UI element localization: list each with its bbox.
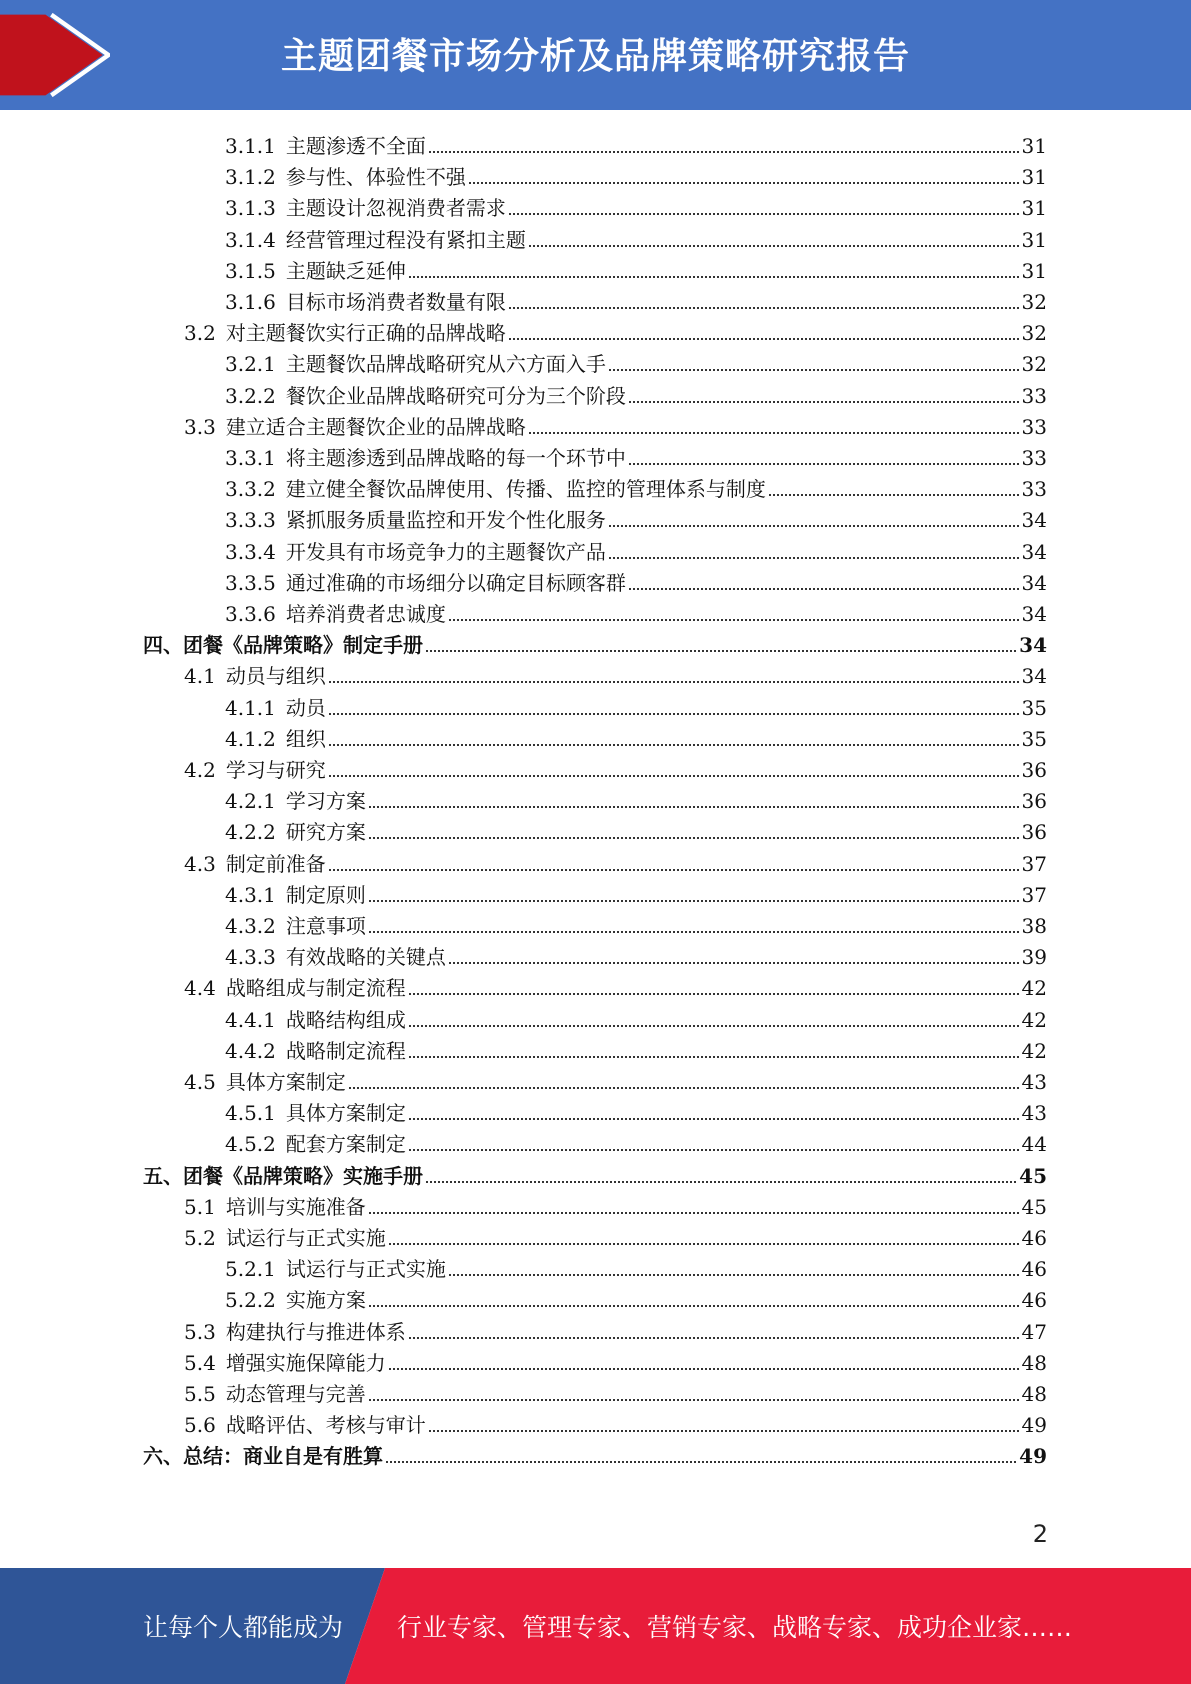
toc-entry-page: 36	[1021, 789, 1047, 814]
toc-dot-leader	[409, 992, 1019, 995]
toc-dot-leader	[369, 1211, 1019, 1214]
toc-entry[interactable]	[225, 877, 1047, 908]
toc-entry-number: 4.3.3	[225, 945, 276, 970]
toc-entry-page: 31	[1021, 134, 1047, 158]
toc-entry[interactable]	[225, 1126, 1047, 1157]
toc-entry-number: 3.2.2	[225, 383, 276, 408]
toc-entry-title: 建立健全餐饮品牌使用、传播、监控的管理体系与制度	[285, 477, 766, 502]
toc-entry[interactable]	[225, 1095, 1047, 1126]
toc-entry-title: 制定原则	[285, 882, 366, 907]
toc-entry-title: 制定前准备	[225, 851, 326, 876]
toc-entry-page: 32	[1021, 321, 1047, 346]
toc-dot-leader	[369, 899, 1019, 902]
toc-entry[interactable]	[225, 690, 1047, 721]
toc-entry-number: 3.1.1	[225, 134, 276, 158]
toc-entry-number: 4.3.2	[225, 914, 276, 938]
toc-entry-title: 经营管理过程没有紧扣主题	[285, 227, 526, 252]
toc-dot-leader	[629, 400, 1019, 403]
page-footer	[0, 1568, 1191, 1684]
toc-dot-leader	[369, 805, 1019, 808]
toc-entry-page: 34	[1021, 539, 1047, 564]
toc-entry-number: 4.2.2	[225, 820, 276, 845]
toc-entry-number: 5.2	[184, 1226, 216, 1250]
toc-entry-title: 学习方案	[285, 789, 366, 814]
toc-entry[interactable]	[184, 1314, 1047, 1345]
toc-entry-number: 4.3.1	[225, 882, 276, 907]
toc-entry-title: 主题渗透不全面	[285, 134, 426, 158]
toc-dot-leader	[349, 1086, 1019, 1089]
toc-dot-leader	[389, 1367, 1019, 1370]
toc-chapter-entry[interactable]	[143, 1158, 1047, 1189]
toc-entry-page: 32	[1021, 290, 1047, 314]
toc-entry[interactable]	[225, 284, 1047, 315]
toc-entry-number: 4.4.2	[225, 1038, 276, 1063]
toc-entry-title: 餐饮企业品牌战略研究可分为三个阶段	[285, 383, 626, 408]
toc-entry-number: 3.3.6	[225, 602, 276, 626]
toc-dot-leader	[609, 524, 1019, 527]
toc-entry-page: 43	[1021, 1101, 1047, 1126]
toc-entry[interactable]	[225, 253, 1047, 284]
toc-entry[interactable]	[225, 814, 1047, 845]
toc-dot-leader	[429, 150, 1019, 153]
toc-dot-leader	[409, 1117, 1019, 1120]
toc-entry-title: 具体方案制定	[225, 1070, 346, 1094]
toc-entry-page: 32	[1021, 352, 1047, 377]
toc-entry-title: 动员	[285, 695, 326, 720]
toc-dot-leader	[629, 462, 1019, 465]
toc-entry[interactable]	[225, 596, 1047, 627]
toc-entry[interactable]	[225, 721, 1047, 752]
toc-entry-title: 组织	[285, 726, 326, 751]
toc-entry[interactable]	[225, 908, 1047, 939]
toc-entry-page: 34	[1021, 602, 1047, 626]
toc-dot-leader	[386, 1460, 1016, 1463]
toc-entry[interactable]	[184, 658, 1047, 689]
toc-entry[interactable]	[184, 752, 1047, 783]
toc-entry-page: 49	[1021, 1413, 1047, 1438]
toc-dot-leader	[409, 275, 1019, 278]
toc-entry-page: 39	[1021, 945, 1047, 970]
toc-entry-page: 45	[1021, 1194, 1047, 1219]
toc-entry-page: 46	[1021, 1288, 1047, 1313]
toc-entry-title: 通过准确的市场细分以确定目标顾客群	[285, 570, 626, 595]
toc-entry-page: 47	[1021, 1319, 1047, 1344]
toc-entry-number: 3.2.1	[225, 352, 276, 377]
document-title: 主题团餐市场分析及品牌策略研究报告	[280, 36, 910, 77]
toc-entry[interactable]	[225, 939, 1047, 970]
toc-entry-number: 3.1.6	[225, 290, 276, 314]
toc-entry-page: 37	[1021, 882, 1047, 907]
toc-dot-leader	[529, 431, 1019, 434]
toc-entry-page: 37	[1021, 851, 1047, 876]
toc-entry-title: 动员与组织	[225, 664, 326, 689]
page-number: 2	[1032, 1520, 1048, 1548]
toc-entry[interactable]	[225, 440, 1047, 471]
toc-dot-leader	[629, 587, 1019, 590]
toc-entry-title: 对主题餐饮实行正确的品牌战略	[225, 321, 506, 346]
toc-entry[interactable]	[225, 783, 1047, 814]
toc-dot-leader	[369, 930, 1019, 933]
toc-entry-page: 33	[1021, 383, 1047, 408]
toc-dot-leader	[769, 493, 1019, 496]
toc-entry-title: 四、团餐《品牌策略》制定手册	[143, 633, 423, 658]
toc-entry-page: 42	[1021, 1038, 1047, 1063]
toc-entry-title: 战略制定流程	[285, 1038, 406, 1063]
toc-entry-title: 构建执行与推进体系	[225, 1319, 406, 1344]
toc-entry-page: 35	[1021, 695, 1047, 720]
toc-entry-title: 战略评估、考核与审计	[225, 1413, 426, 1438]
toc-entry-page: 38	[1021, 914, 1047, 938]
toc-dot-leader	[369, 1398, 1019, 1401]
page-header	[0, 0, 1191, 110]
toc-entry-page: 33	[1021, 477, 1047, 502]
toc-entry[interactable]	[184, 1407, 1047, 1438]
toc-entry-page: 34	[1019, 633, 1047, 658]
toc-dot-leader	[369, 1304, 1019, 1307]
toc-dot-leader	[409, 1148, 1019, 1151]
toc-entry[interactable]	[225, 534, 1047, 565]
toc-entry-number: 4.1.2	[225, 726, 276, 751]
toc-entry[interactable]	[184, 1345, 1047, 1376]
toc-dot-leader	[609, 368, 1019, 371]
toc-entry-page: 46	[1021, 1257, 1047, 1282]
toc-entry-title: 注意事项	[285, 914, 366, 938]
toc-entry-number: 4.4.1	[225, 1007, 276, 1032]
toc-entry-title: 目标市场消费者数量有限	[285, 290, 506, 314]
toc-entry-title: 参与性、体验性不强	[285, 165, 466, 190]
toc-entry[interactable]	[184, 1189, 1047, 1220]
footer-slogan-left: 让每个人都能成为	[143, 1613, 344, 1642]
toc-entry-number: 4.1.1	[225, 695, 276, 720]
toc-entry-page: 36	[1021, 758, 1047, 782]
toc-entry-number: 5.1	[184, 1194, 216, 1219]
toc-entry-number: 3.3.5	[225, 570, 276, 595]
toc-dot-leader	[329, 868, 1019, 871]
toc-entry[interactable]	[184, 970, 1047, 1001]
toc-entry-page: 35	[1021, 726, 1047, 751]
toc-dot-leader	[329, 680, 1019, 683]
toc-entry-title: 开发具有市场竞争力的主题餐饮产品	[285, 539, 606, 564]
toc-entry-number: 3.3.4	[225, 539, 276, 564]
toc-entry-title: 学习与研究	[225, 758, 326, 782]
toc-entry-number: 3.3.2	[225, 477, 276, 502]
toc-dot-leader	[509, 306, 1019, 309]
toc-entry-number: 5.4	[184, 1350, 216, 1375]
toc-entry-number: 3.1.5	[225, 258, 276, 283]
toc-entry-number: 4.1	[184, 664, 216, 689]
toc-entry-page: 31	[1021, 258, 1047, 283]
toc-entry-title: 培养消费者忠诚度	[285, 602, 446, 626]
toc-entry-title: 研究方案	[285, 820, 366, 845]
toc-entry-page: 34	[1021, 664, 1047, 689]
toc-entry[interactable]	[225, 1282, 1047, 1313]
toc-entry-title: 具体方案制定	[285, 1101, 406, 1126]
toc-dot-leader	[329, 712, 1019, 715]
toc-dot-leader	[369, 836, 1019, 839]
toc-entry[interactable]	[225, 1251, 1047, 1282]
toc-entry-title: 试运行与正式实施	[285, 1257, 446, 1282]
toc-entry-title: 动态管理与完善	[225, 1382, 366, 1406]
toc-entry-number: 3.1.3	[225, 196, 276, 221]
toc-entry-number: 5.3	[184, 1319, 216, 1344]
toc-entry-number: 4.2	[184, 758, 216, 782]
toc-entry[interactable]	[184, 1376, 1047, 1407]
toc-entry-title: 配套方案制定	[285, 1132, 406, 1157]
toc-entry-page: 48	[1021, 1382, 1047, 1406]
toc-entry-title: 有效战略的关键点	[285, 945, 446, 970]
toc-dot-leader	[449, 618, 1019, 621]
toc-entry-page: 42	[1021, 976, 1047, 1001]
toc-dot-leader	[469, 181, 1019, 184]
toc-entry-number: 5.2.1	[225, 1257, 276, 1282]
toc-entry-page: 33	[1021, 414, 1047, 439]
toc-chapter-entry[interactable]	[143, 627, 1047, 658]
toc-entry-page: 31	[1021, 227, 1047, 252]
toc-entry-number: 4.2.1	[225, 789, 276, 814]
toc-entry[interactable]	[184, 1220, 1047, 1251]
toc-entry-number: 3.3	[184, 414, 216, 439]
toc-entry[interactable]	[225, 471, 1047, 502]
toc-entry-number: 3.1.4	[225, 227, 276, 252]
toc-dot-leader	[449, 961, 1019, 964]
toc-entry[interactable]	[225, 502, 1047, 533]
toc-entry-number: 4.5.1	[225, 1101, 276, 1126]
toc-entry-number: 4.5.2	[225, 1132, 276, 1157]
toc-entry-page: 33	[1021, 446, 1047, 470]
toc-entry-page: 49	[1019, 1444, 1047, 1469]
toc-entry-number: 4.3	[184, 851, 216, 876]
toc-entry-page: 44	[1021, 1132, 1047, 1157]
toc-entry-page: 31	[1021, 165, 1047, 190]
toc-entry-number: 3.3.1	[225, 446, 276, 470]
toc-dot-leader	[329, 743, 1019, 746]
toc-entry[interactable]	[225, 1002, 1047, 1033]
footer-slogan-right: 行业专家、管理专家、营销专家、战略专家、成功企业家……	[397, 1613, 1073, 1642]
toc-entry-number: 4.5	[184, 1070, 216, 1094]
toc-dot-leader	[409, 1024, 1019, 1027]
toc-entry-title: 增强实施保障能力	[225, 1350, 386, 1375]
toc-dot-leader	[409, 1336, 1019, 1339]
toc-dot-leader	[329, 774, 1019, 777]
toc-entry[interactable]	[225, 346, 1047, 377]
toc-entry-title: 建立适合主题餐饮企业的品牌战略	[225, 414, 526, 439]
toc-dot-leader	[389, 1242, 1019, 1245]
toc-entry-number: 3.2	[184, 321, 216, 346]
toc-entry-number: 5.5	[184, 1382, 216, 1406]
toc-dot-leader	[509, 337, 1019, 340]
toc-entry-title: 主题餐饮品牌战略研究从六方面入手	[285, 352, 606, 377]
toc-entry-title: 六、总结：商业自是有胜算	[143, 1444, 383, 1469]
toc-dot-leader	[509, 212, 1019, 215]
toc-entry[interactable]	[225, 190, 1047, 221]
toc-entry[interactable]	[184, 315, 1047, 346]
toc-entry-title: 五、团餐《品牌策略》实施手册	[143, 1163, 423, 1188]
toc-dot-leader	[409, 1055, 1019, 1058]
toc-entry-page: 34	[1021, 508, 1047, 533]
toc-entry[interactable]	[225, 565, 1047, 596]
toc-entry[interactable]	[225, 128, 1047, 159]
toc-entry-page: 48	[1021, 1350, 1047, 1375]
toc-entry[interactable]	[184, 846, 1047, 877]
toc-entry-page: 43	[1021, 1070, 1047, 1094]
toc-entry[interactable]	[225, 1033, 1047, 1064]
toc-entry-title: 主题设计忽视消费者需求	[285, 196, 506, 221]
toc-entry-page: 45	[1019, 1163, 1047, 1188]
toc-dot-leader	[529, 244, 1019, 247]
toc-dot-leader	[426, 649, 1016, 652]
toc-entry-number: 3.1.2	[225, 165, 276, 190]
toc-entry-title: 战略组成与制定流程	[225, 976, 406, 1001]
toc-entry-title: 战略结构组成	[285, 1007, 406, 1032]
toc-entry-title: 紧抓服务质量监控和开发个性化服务	[285, 508, 606, 533]
toc-entry[interactable]	[225, 222, 1047, 253]
toc-entry-page: 36	[1021, 820, 1047, 845]
toc-entry-title: 实施方案	[285, 1288, 366, 1313]
toc-dot-leader	[429, 1429, 1019, 1432]
toc-entry-number: 4.4	[184, 976, 216, 1001]
toc-entry-number: 5.2.2	[225, 1288, 276, 1313]
toc-entry-page: 34	[1021, 570, 1047, 595]
toc-chapter-entry[interactable]	[143, 1438, 1047, 1469]
toc-entry-title: 试运行与正式实施	[225, 1226, 386, 1250]
toc-entry[interactable]	[184, 1064, 1047, 1095]
toc-dot-leader	[426, 1180, 1016, 1183]
toc-dot-leader	[609, 556, 1019, 559]
toc-entry-page: 42	[1021, 1007, 1047, 1032]
toc-entry-page: 46	[1021, 1226, 1047, 1250]
toc-entry-number: 5.6	[184, 1413, 216, 1438]
toc-entry-title: 主题缺乏延伸	[285, 258, 406, 283]
toc-dot-leader	[449, 1273, 1019, 1276]
toc-entry[interactable]	[184, 409, 1047, 440]
toc-entry-title: 将主题渗透到品牌战略的每一个环节中	[285, 446, 626, 470]
toc-entry[interactable]	[225, 378, 1047, 409]
toc-entry-number: 3.3.3	[225, 508, 276, 533]
toc-entry[interactable]	[225, 159, 1047, 190]
toc-entry-title: 培训与实施准备	[225, 1194, 366, 1219]
toc-entry-page: 31	[1021, 196, 1047, 221]
